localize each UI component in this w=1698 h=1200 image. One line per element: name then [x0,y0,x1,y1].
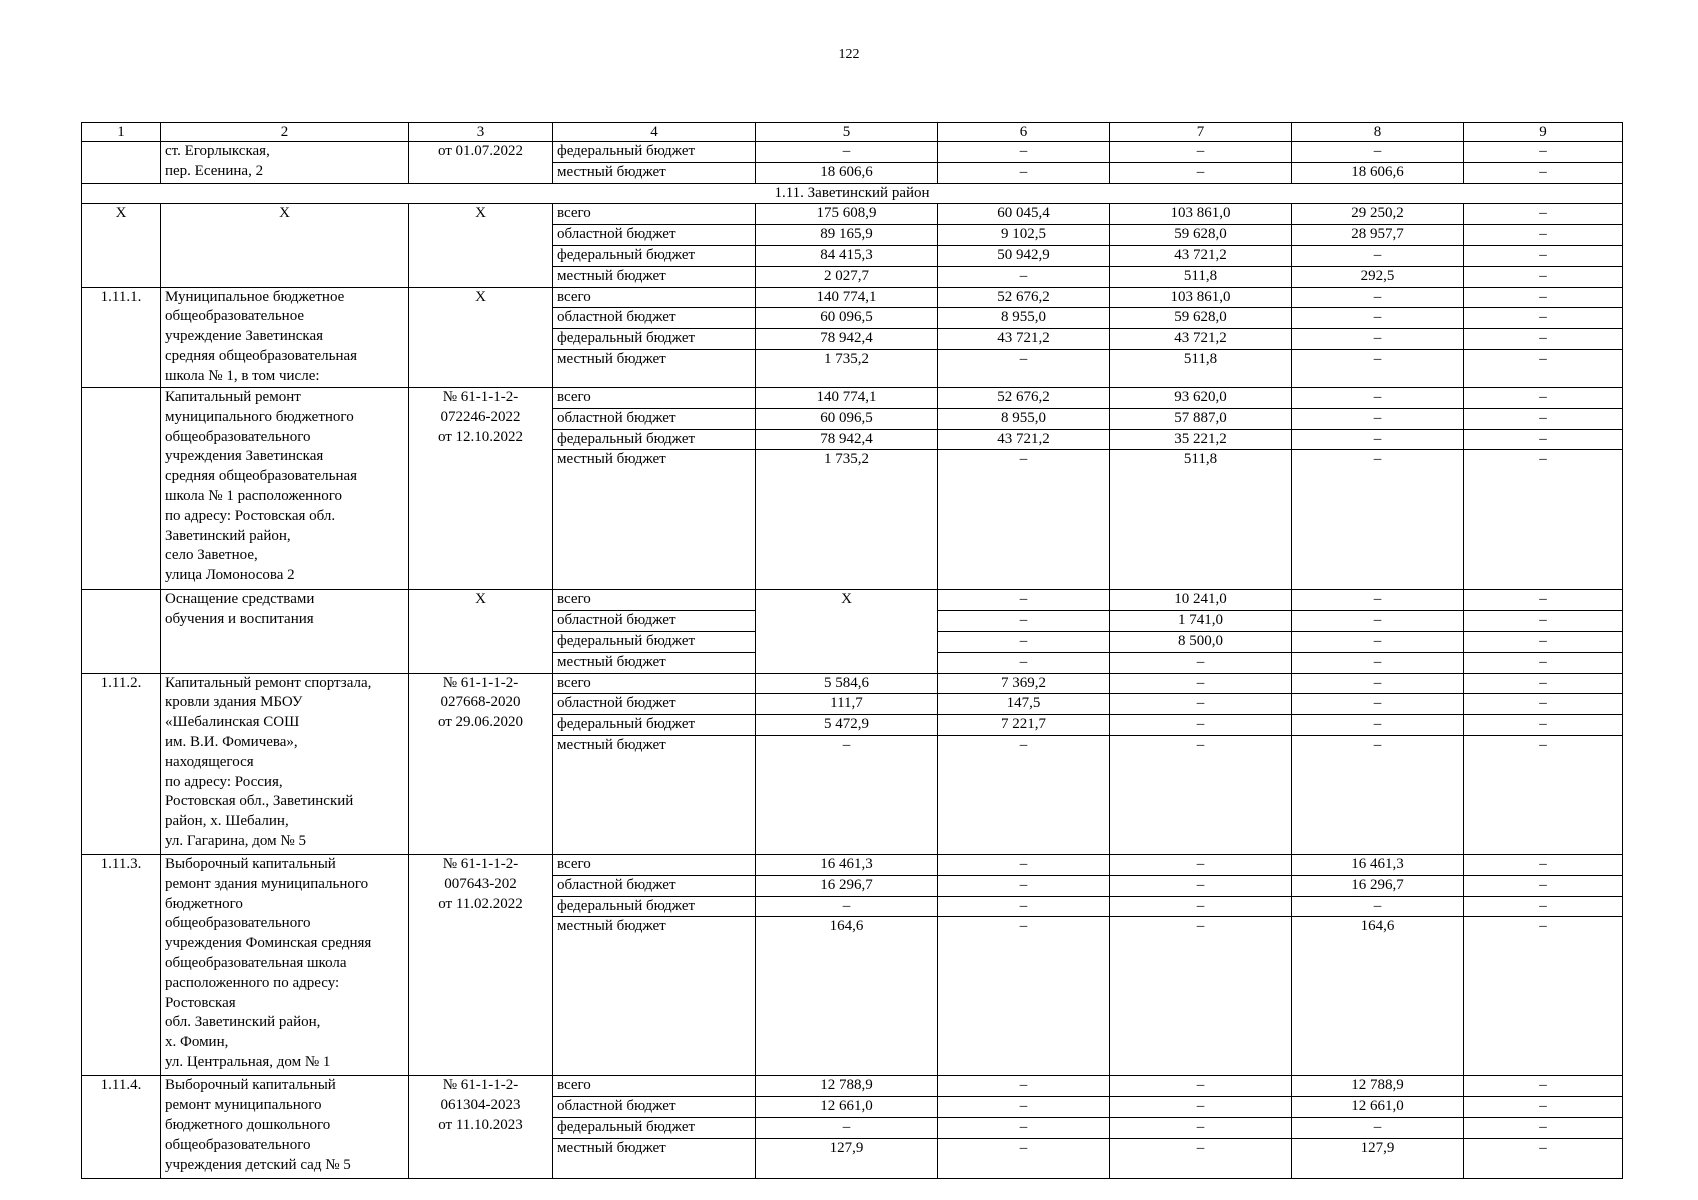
value-col8: – [1292,142,1464,163]
funding-source: федеральный бюджет [553,245,756,266]
value-col5: 18 606,6 [756,162,938,183]
value-col6: 8 955,0 [938,408,1110,429]
value-col9: – [1464,875,1623,896]
value-col5: 5 472,9 [756,715,938,736]
value-col6: – [938,349,1110,387]
value-col8: 29 250,2 [1292,204,1464,225]
value-col8: – [1292,308,1464,329]
value-col7: 57 887,0 [1110,408,1292,429]
value-col6: – [938,875,1110,896]
value-col6: – [938,631,1110,652]
document-ref: № 61-1-1-2- 061304-2023 от 11.10.2023 [409,1076,553,1178]
table-row [82,204,1623,225]
value-col8: 12 661,0 [1292,1097,1464,1118]
value-col9: – [1464,162,1623,183]
value-col7: – [1110,1097,1292,1118]
header-row [82,123,1623,142]
funding-source: всего [553,854,756,875]
value-col7: – [1110,673,1292,694]
funding-source: федеральный бюджет [553,715,756,736]
value-col8: 18 606,6 [1292,162,1464,183]
value-col6: – [938,450,1110,590]
document-ref: X [409,204,553,287]
value-col9: – [1464,611,1623,632]
value-col9: – [1464,1138,1623,1178]
value-col6: 52 676,2 [938,287,1110,308]
value-col6: – [938,854,1110,875]
value-col5: – [756,1117,938,1138]
item-name: Оснащение средствами обучения и воспитания [161,590,409,673]
value-col9: – [1464,735,1623,854]
value-col8: – [1292,896,1464,917]
value-col9: – [1464,1076,1623,1097]
document-ref: № 61-1-1-2- 072246-2022 от 12.10.2022 [409,387,553,589]
funding-source: областной бюджет [553,408,756,429]
value-col7: – [1110,142,1292,163]
value-col8: – [1292,387,1464,408]
funding-source: областной бюджет [553,308,756,329]
value-col5: – [756,735,938,854]
item-name: ст. Егорлыкская, пер. Есенина, 2 [161,142,409,184]
value-col7: – [1110,1138,1292,1178]
value-col6: – [938,266,1110,287]
value-col8: 292,5 [1292,266,1464,287]
value-col7: – [1110,162,1292,183]
column-header: 2 [161,123,409,142]
value-col6: – [938,1117,1110,1138]
funding-source: местный бюджет [553,162,756,183]
value-col9: – [1464,450,1623,590]
funding-source: областной бюджет [553,225,756,246]
value-col7: 103 861,0 [1110,204,1292,225]
funding-source: областной бюджет [553,1097,756,1118]
value-col9: – [1464,694,1623,715]
table-row [82,142,1623,163]
value-col7: 511,8 [1110,349,1292,387]
value-col8: – [1292,590,1464,611]
value-col9: – [1464,308,1623,329]
value-col7: 59 628,0 [1110,225,1292,246]
value-col5: – [756,896,938,917]
value-col6: 43 721,2 [938,329,1110,350]
budget-table [81,122,1623,1179]
value-col5: – [756,142,938,163]
table-row [82,673,1623,694]
value-col6: – [938,1076,1110,1097]
value-col8: – [1292,287,1464,308]
value-col9: – [1464,1097,1623,1118]
value-col5: 127,9 [756,1138,938,1178]
document-ref: X [409,287,553,387]
value-col9: – [1464,245,1623,266]
page-number: 122 [838,47,860,62]
value-col6: – [938,162,1110,183]
value-col8: – [1292,349,1464,387]
value-col7: 10 241,0 [1110,590,1292,611]
column-header: 4 [553,123,756,142]
value-col9: – [1464,266,1623,287]
funding-source: федеральный бюджет [553,329,756,350]
value-col7: 43 721,2 [1110,329,1292,350]
value-col9: – [1464,652,1623,673]
value-col6: 9 102,5 [938,225,1110,246]
value-col6: – [938,652,1110,673]
value-col8: 16 296,7 [1292,875,1464,896]
item-number: 1.11.3. [82,854,161,1075]
value-col5: 175 608,9 [756,204,938,225]
value-col7: – [1110,1076,1292,1097]
item-number [82,142,161,184]
value-col6: 52 676,2 [938,387,1110,408]
value-col5: 5 584,6 [756,673,938,694]
value-col5: 1 735,2 [756,349,938,387]
value-col5: 16 296,7 [756,875,938,896]
value-col8: 164,6 [1292,917,1464,1076]
column-header: 9 [1464,123,1623,142]
value-col7: 1 741,0 [1110,611,1292,632]
value-col6: – [938,1097,1110,1118]
value-col9: – [1464,917,1623,1076]
funding-source: областной бюджет [553,694,756,715]
item-name: Выборочный капитальный ремонт муниципального бюджетного дошкольного общеобразовательного учреждения детский сад № 5 [161,1076,409,1178]
funding-source: всего [553,287,756,308]
item-number: 1.11.2. [82,673,161,854]
value-col6: 8 955,0 [938,308,1110,329]
funding-source: областной бюджет [553,611,756,632]
column-header: 3 [409,123,553,142]
value-col7: 8 500,0 [1110,631,1292,652]
funding-source: всего [553,1076,756,1097]
item-number: 1.11.1. [82,287,161,387]
value-col7: – [1110,917,1292,1076]
value-col5: 84 415,3 [756,245,938,266]
value-col7: – [1110,1117,1292,1138]
funding-source: федеральный бюджет [553,631,756,652]
value-col8: – [1292,631,1464,652]
value-col7: 511,8 [1110,266,1292,287]
value-col9: – [1464,408,1623,429]
document-ref: № 61-1-1-2- 007643-202 от 11.02.2022 [409,854,553,1075]
value-col6: 7 221,7 [938,715,1110,736]
item-name: Выборочный капитальный ремонт здания муниципального бюджетного общеобразовательного учреждения Фоминская средняя общеобразовательная школа расположенного по адресу: Ростовская обл. Заветинский район, х. Фомин, ул. Центральная, дом № 1 [161,854,409,1075]
funding-source: местный бюджет [553,266,756,287]
value-col6: – [938,142,1110,163]
funding-source: федеральный бюджет [553,429,756,450]
document-ref: № 61-1-1-2- 027668-2020 от 29.06.2020 [409,673,553,854]
funding-source: федеральный бюджет [553,142,756,163]
funding-source: всего [553,673,756,694]
value-col6: – [938,611,1110,632]
value-col9: – [1464,387,1623,408]
value-col5: 89 165,9 [756,225,938,246]
value-col8: – [1292,673,1464,694]
table-row [82,287,1623,308]
value-col6: 147,5 [938,694,1110,715]
value-col5: 78 942,4 [756,329,938,350]
column-header: 5 [756,123,938,142]
item-number [82,590,161,673]
value-col5: 16 461,3 [756,854,938,875]
column-header: 8 [1292,123,1464,142]
value-col9: – [1464,329,1623,350]
value-col5: 12 788,9 [756,1076,938,1097]
value-col9: – [1464,673,1623,694]
value-col9: – [1464,631,1623,652]
value-col9: – [1464,204,1623,225]
value-col7: – [1110,896,1292,917]
funding-source: федеральный бюджет [553,896,756,917]
value-col6: – [938,590,1110,611]
funding-source: местный бюджет [553,450,756,590]
funding-source: всего [553,590,756,611]
funding-source: местный бюджет [553,652,756,673]
value-col8: – [1292,1117,1464,1138]
value-col5: 1 735,2 [756,450,938,590]
value-col5: 140 774,1 [756,387,938,408]
funding-source: всего [553,204,756,225]
value-col8: 16 461,3 [1292,854,1464,875]
item-number: 1.11.4. [82,1076,161,1178]
value-col9: – [1464,349,1623,387]
value-col8: – [1292,245,1464,266]
item-name: Капитальный ремонт спортзала, кровли здания МБОУ «Шебалинская СОШ им. В.И. Фомичева», находящегося по адресу: Россия, Ростовская обл., Заветинский район, х. Шебалин, ул. Гагарина, дом № 5 [161,673,409,854]
item-number: X [82,204,161,287]
value-col7: – [1110,694,1292,715]
document-ref: от 01.07.2022 [409,142,553,184]
column-header: 7 [1110,123,1292,142]
value-col7: 103 861,0 [1110,287,1292,308]
value-col7: – [1110,715,1292,736]
item-name: X [161,204,409,287]
section-row [82,183,1623,204]
funding-source: всего [553,387,756,408]
value-col6: – [938,917,1110,1076]
value-col5: 60 096,5 [756,408,938,429]
value-col9: – [1464,896,1623,917]
value-col7: 35 221,2 [1110,429,1292,450]
value-col9: – [1464,854,1623,875]
value-col5: 140 774,1 [756,287,938,308]
value-col8: – [1292,408,1464,429]
value-col9: – [1464,1117,1623,1138]
funding-source: местный бюджет [553,1138,756,1178]
funding-source: местный бюджет [553,349,756,387]
table-row [82,387,1623,408]
value-col7: – [1110,735,1292,854]
value-col9: – [1464,429,1623,450]
funding-source: местный бюджет [553,917,756,1076]
value-col5: X [756,590,938,673]
value-col8: – [1292,715,1464,736]
value-col8: – [1292,652,1464,673]
value-col6: 43 721,2 [938,429,1110,450]
value-col8: – [1292,611,1464,632]
value-col9: – [1464,590,1623,611]
value-col8: – [1292,450,1464,590]
value-col7: 59 628,0 [1110,308,1292,329]
value-col6: 60 045,4 [938,204,1110,225]
value-col6: 7 369,2 [938,673,1110,694]
item-number [82,387,161,589]
funding-source: областной бюджет [553,875,756,896]
value-col6: – [938,896,1110,917]
value-col6: 50 942,9 [938,245,1110,266]
value-col9: – [1464,225,1623,246]
funding-source: местный бюджет [553,735,756,854]
value-col7: – [1110,652,1292,673]
value-col7: 511,8 [1110,450,1292,590]
item-name: Капитальный ремонт муниципального бюджетного общеобразовательного учреждения Заветинская средняя общеобразовательная школа № 1 расположенного по адресу: Ростовская обл. Заветинский район, село Заветное, улица Ломоносова 2 [161,387,409,589]
value-col7: 93 620,0 [1110,387,1292,408]
value-col5: 2 027,7 [756,266,938,287]
document-ref: X [409,590,553,673]
value-col8: 28 957,7 [1292,225,1464,246]
table-row [82,590,1623,611]
column-header: 6 [938,123,1110,142]
table-row [82,854,1623,875]
value-col6: – [938,735,1110,854]
value-col9: – [1464,142,1623,163]
value-col6: – [938,1138,1110,1178]
value-col7: – [1110,875,1292,896]
value-col7: – [1110,854,1292,875]
value-col5: 12 661,0 [756,1097,938,1118]
value-col8: 12 788,9 [1292,1076,1464,1097]
value-col5: 78 942,4 [756,429,938,450]
value-col8: – [1292,329,1464,350]
value-col8: – [1292,735,1464,854]
value-col8: – [1292,694,1464,715]
section-title: 1.11. Заветинский район [82,183,1623,204]
value-col5: 60 096,5 [756,308,938,329]
value-col5: 164,6 [756,917,938,1076]
column-header: 1 [82,123,161,142]
value-col8: – [1292,429,1464,450]
item-name: Муниципальное бюджетное общеобразовательное учреждение Заветинская средняя общеобразовательная школа № 1, в том числе: [161,287,409,387]
value-col5: 111,7 [756,694,938,715]
value-col9: – [1464,715,1623,736]
value-col7: 43 721,2 [1110,245,1292,266]
value-col8: 127,9 [1292,1138,1464,1178]
funding-source: федеральный бюджет [553,1117,756,1138]
table-row [82,1076,1623,1097]
value-col9: – [1464,287,1623,308]
